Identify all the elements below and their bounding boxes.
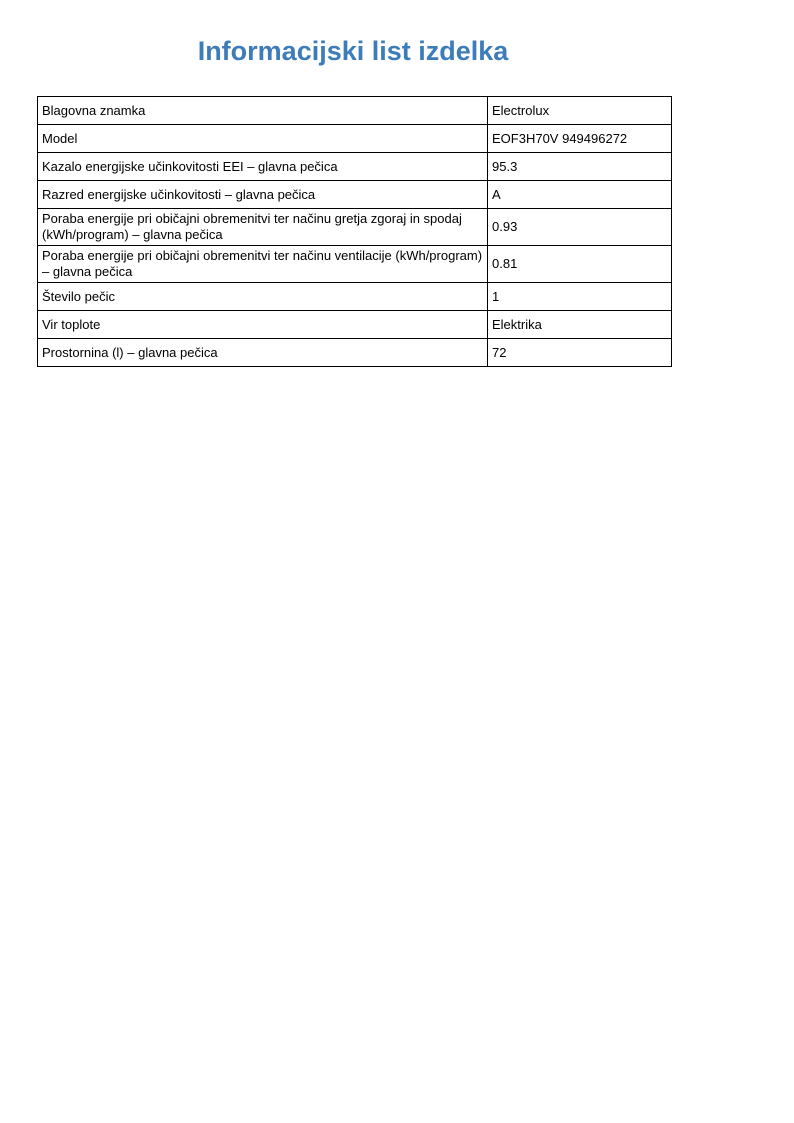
table-row	[38, 153, 672, 181]
row-label-cell: Poraba energije pri običajni obremenitvi ter načinu ventilacije (kWh/program) – glavna pečica	[38, 246, 488, 283]
row-label-cell: Število pečic	[38, 283, 488, 311]
table-row	[38, 181, 672, 209]
table-row	[38, 97, 672, 125]
row-value-cell: 0.81	[488, 246, 672, 283]
row-value-cell: Elektrika	[488, 311, 672, 339]
table-row	[38, 283, 672, 311]
row-label-cell: Model	[38, 125, 488, 153]
row-value-cell: EOF3H70V 949496272	[488, 125, 672, 153]
table-row	[38, 209, 672, 246]
row-value-cell: 72	[488, 339, 672, 367]
table-row	[38, 246, 672, 283]
row-label-cell: Blagovna znamka	[38, 97, 488, 125]
row-label-cell: Razred energijske učinkovitosti – glavna pečica	[38, 181, 488, 209]
page-title: Informacijski list izdelka	[197, 36, 509, 66]
row-label-cell: Prostornina (l) – glavna pečica	[38, 339, 488, 367]
table-row	[38, 339, 672, 367]
table-row	[38, 311, 672, 339]
row-value-cell: 1	[488, 283, 672, 311]
row-label-cell: Poraba energije pri običajni obremenitvi ter načinu gretja zgoraj in spodaj (kWh/program) – glavna pečica	[38, 209, 488, 246]
row-label-cell: Vir toplote	[38, 311, 488, 339]
row-value-cell: 95.3	[488, 153, 672, 181]
row-value-cell: 0.93	[488, 209, 672, 246]
product-info-table	[37, 96, 672, 367]
table-row	[38, 125, 672, 153]
row-value-cell: A	[488, 181, 672, 209]
row-label-cell: Kazalo energijske učinkovitosti EEI – glavna pečica	[38, 153, 488, 181]
row-value-cell: Electrolux	[488, 97, 672, 125]
